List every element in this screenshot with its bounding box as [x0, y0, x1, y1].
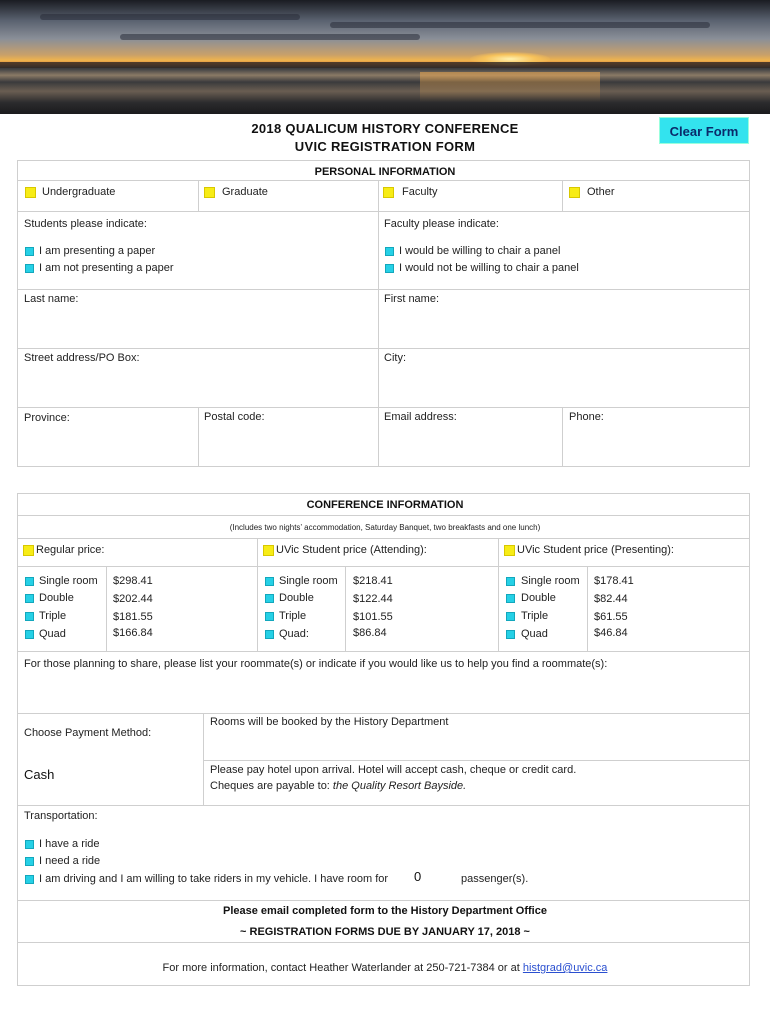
payment-method-select[interactable]: Cash	[24, 767, 55, 782]
presenting-triple-price: $61.55	[594, 611, 628, 623]
presenting-triple-label: Triple	[521, 610, 549, 622]
attending-triple-price: $101.55	[353, 611, 393, 623]
regular-single-label: Single room	[39, 575, 98, 587]
due-date-notice: ~ REGISTRATION FORMS DUE BY JANUARY 17, 2018 ~	[240, 926, 530, 938]
attending-quad-checkbox[interactable]	[265, 630, 274, 639]
regular-double-price: $202.44	[113, 593, 153, 605]
form-title-line2: UVIC REGISTRATION FORM	[294, 139, 476, 154]
attending-quad-label: Quad:	[279, 628, 309, 640]
student-presenting-label: UVic Student price (Presenting):	[517, 544, 674, 556]
graduate-checkbox[interactable]	[204, 187, 215, 198]
driving-label: I am driving and I am willing to take riders in my vehicle. I have room for	[39, 873, 389, 885]
cheques-payee: the Quality Resort Bayside.	[332, 780, 467, 792]
regular-quad-label: Quad	[39, 628, 66, 640]
attending-double-label: Double	[279, 592, 314, 604]
student-presenting-checkbox[interactable]	[504, 545, 515, 556]
not-chair-panel-checkbox[interactable]	[385, 264, 394, 273]
regular-price-label: Regular price:	[36, 544, 105, 556]
passengers-label: passenger(s).	[461, 873, 529, 885]
form-title-line1: 2018 QUALICUM HISTORY CONFERENCE	[251, 121, 519, 136]
have-ride-label: I have a ride	[39, 838, 100, 850]
province-field[interactable]: Province:	[24, 412, 70, 424]
regular-triple-checkbox[interactable]	[25, 612, 34, 621]
not-presenting-paper-checkbox[interactable]	[25, 264, 34, 273]
faculty-indicate-label: Faculty please indicate:	[384, 218, 499, 230]
attending-triple-label: Triple	[279, 610, 307, 622]
cheques-payable-note	[210, 780, 466, 792]
presenting-paper-label: I am presenting a paper	[39, 245, 156, 257]
regular-double-checkbox[interactable]	[25, 594, 34, 603]
attending-single-price: $218.41	[353, 575, 393, 587]
presenting-double-checkbox[interactable]	[506, 594, 515, 603]
phone-field[interactable]: Phone:	[569, 411, 604, 423]
street-address-field[interactable]: Street address/PO Box:	[24, 352, 140, 364]
last-name-field[interactable]: Last name:	[24, 293, 79, 305]
clear-form-button[interactable]: Clear Form	[659, 117, 749, 144]
riders-count-input[interactable]: 0	[414, 869, 422, 884]
presenting-triple-checkbox[interactable]	[506, 612, 515, 621]
sunset-banner-image	[0, 0, 770, 114]
first-name-field[interactable]: First name:	[384, 293, 440, 305]
need-ride-label: I need a ride	[39, 855, 101, 867]
transportation-label: Transportation:	[24, 810, 98, 822]
undergraduate-label: Undergraduate	[42, 186, 116, 198]
not-presenting-paper-label: I am not presenting a paper	[39, 262, 174, 274]
roommate-field[interactable]: For those planning to share, please list your roommate(s) or indicate if you would like us to help you find a roommate(s):	[24, 658, 608, 670]
presenting-double-price: $82.44	[594, 593, 628, 605]
other-label: Other	[587, 186, 615, 198]
contact-prefix: For more information, contact Heather Waterlander at 250-721-7384 or at	[162, 962, 523, 974]
presenting-quad-price: $46.84	[594, 627, 628, 639]
graduate-label: Graduate	[222, 186, 268, 198]
regular-price-checkbox[interactable]	[23, 545, 34, 556]
pay-hotel-note: Please pay hotel upon arrival. Hotel will accept cash, cheque or credit card.	[210, 764, 577, 776]
presenting-quad-label: Quad	[521, 628, 548, 640]
cheques-prefix: Cheques are payable to:	[210, 780, 333, 792]
other-checkbox[interactable]	[569, 187, 580, 198]
have-ride-checkbox[interactable]	[25, 840, 34, 849]
student-attending-checkbox[interactable]	[263, 545, 274, 556]
payment-method-label: Choose Payment Method:	[24, 727, 152, 739]
contact-info	[0, 962, 770, 974]
attending-single-checkbox[interactable]	[265, 577, 274, 586]
student-attending-label: UVic Student price (Attending):	[276, 544, 427, 556]
presenting-single-checkbox[interactable]	[506, 577, 515, 586]
presenting-single-price: $178.41	[594, 575, 634, 587]
regular-quad-price: $166.84	[113, 627, 153, 639]
regular-single-price: $298.41	[113, 575, 153, 587]
postal-code-field[interactable]: Postal code:	[204, 411, 265, 423]
contact-email-link[interactable]: histgrad@uvic.ca	[522, 962, 608, 974]
faculty-label: Faculty	[402, 186, 438, 198]
students-indicate-label: Students please indicate:	[24, 218, 147, 230]
rooms-booked-note: Rooms will be booked by the History Department	[210, 716, 449, 728]
email-instruction: Please email completed form to the History Department Office	[223, 905, 547, 917]
attending-quad-price: $86.84	[353, 627, 387, 639]
personal-info-heading: PERSONAL INFORMATION	[314, 166, 456, 178]
undergraduate-checkbox[interactable]	[25, 187, 36, 198]
need-ride-checkbox[interactable]	[25, 857, 34, 866]
driving-checkbox[interactable]	[25, 875, 34, 884]
conference-info-heading: CONFERENCE INFORMATION	[306, 499, 464, 511]
regular-triple-price: $181.55	[113, 611, 153, 623]
chair-panel-checkbox[interactable]	[385, 247, 394, 256]
chair-panel-label: I would be willing to chair a panel	[399, 245, 561, 257]
presenting-single-label: Single room	[521, 575, 580, 587]
faculty-checkbox[interactable]	[383, 187, 394, 198]
presenting-double-label: Double	[521, 592, 556, 604]
city-field[interactable]: City:	[384, 352, 406, 364]
attending-double-price: $122.44	[353, 593, 393, 605]
email-address-field[interactable]: Email address:	[384, 411, 457, 423]
attending-double-checkbox[interactable]	[265, 594, 274, 603]
conference-includes-note: (Includes two nights’ accommodation, Saturday Banquet, two breakfasts and one lunch)	[229, 523, 541, 532]
presenting-quad-checkbox[interactable]	[506, 630, 515, 639]
presenting-paper-checkbox[interactable]	[25, 247, 34, 256]
regular-single-checkbox[interactable]	[25, 577, 34, 586]
regular-quad-checkbox[interactable]	[25, 630, 34, 639]
regular-triple-label: Triple	[39, 610, 67, 622]
regular-double-label: Double	[39, 592, 74, 604]
attending-triple-checkbox[interactable]	[265, 612, 274, 621]
not-chair-panel-label: I would not be willing to chair a panel	[399, 262, 579, 274]
attending-single-label: Single room	[279, 575, 338, 587]
